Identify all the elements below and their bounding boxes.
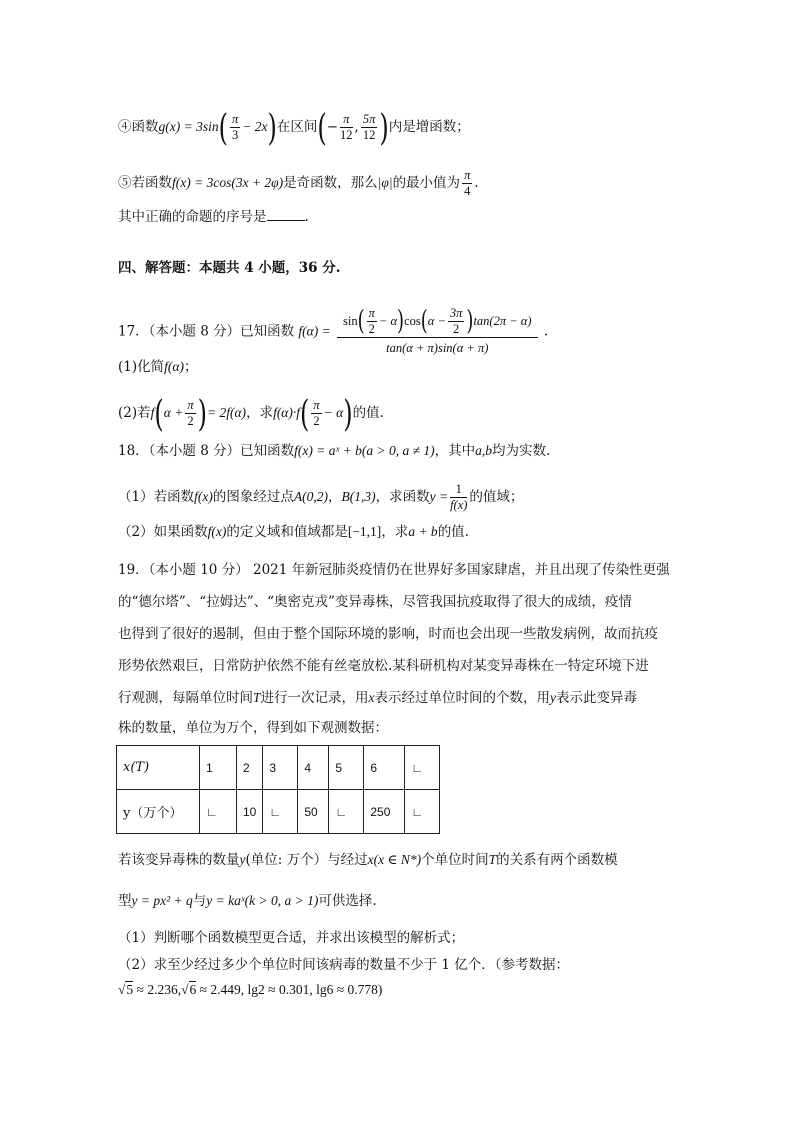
q19-part2: （2）求至少经过多少个单位时间该病毒的数量不少于 1 亿个．（参考数据：	[118, 957, 570, 973]
sep: ，	[327, 489, 342, 505]
t: 的关系有两个函数模	[496, 852, 618, 868]
p4-func: g(x) = 3sin	[158, 119, 219, 134]
p5-abs: |φ|	[377, 175, 393, 190]
q18-stem	[118, 441, 550, 461]
paren-open: (	[218, 106, 228, 149]
p5-end: .	[474, 175, 479, 191]
table-cell: 1	[200, 746, 237, 790]
table-cell: 4	[298, 746, 329, 790]
paren-open: (	[317, 106, 327, 149]
t: 型	[118, 893, 132, 909]
q17-head: 17．（本小题 8 分）已知函数	[118, 323, 295, 340]
table-cell: 3	[263, 746, 298, 790]
paren-open: (	[154, 392, 164, 435]
q19-line-4: 形势依然艰巨，日常防护依然不能有丝毫放松.某科研机构对某变异毒株在一特定环境下进	[118, 658, 649, 674]
frac	[185, 398, 195, 429]
cos: cos	[404, 314, 421, 328]
q17-main-frac	[337, 306, 537, 358]
table-cell: ∟	[263, 790, 298, 834]
p4-arg-rest: − 2x	[242, 119, 268, 134]
frac-den: 4	[464, 184, 471, 198]
q19-part1: （1）判断哪个函数模型更合适，并求出该模型的解析式；	[118, 930, 465, 946]
y: y =	[429, 489, 449, 504]
paren-open: (	[357, 305, 365, 337]
ref-val: ≈ 2.236,	[136, 982, 182, 997]
ref-val: ≈ 2.449, lg2 ≈ 0.301, lg6 ≈ 0.778	[199, 982, 378, 997]
p4-int-left	[340, 112, 353, 143]
t: 进行一次记录，用	[260, 690, 369, 706]
frac-den: 2	[313, 414, 320, 428]
p4-mid: 在区间	[276, 119, 318, 135]
table-cell: 10	[237, 790, 263, 834]
table-cell: 2	[237, 746, 263, 790]
paren-close: )	[379, 106, 389, 149]
frac	[448, 306, 465, 337]
expr: a + b	[408, 524, 438, 539]
q19-line-6: 株的数量，单位为万个，得到如下观测数据：	[118, 720, 388, 736]
q18-func: f(x) = aˣ + b(a > 0, a ≠ 1)	[294, 443, 435, 458]
ab: a,b	[475, 443, 493, 458]
frac-den: 2	[187, 414, 194, 428]
a: α +	[163, 405, 184, 420]
paren-close: )	[343, 392, 353, 435]
q19-line-1: 19．（本小题 10 分） 2021 年新冠肺炎疫情仍在世界好多国家肆虐，并且出现了传染性更强	[118, 562, 670, 578]
frac-num: π	[187, 398, 194, 412]
frac-num: π	[368, 306, 375, 320]
frac	[450, 482, 467, 513]
paren-open: (	[300, 392, 310, 435]
frac-num: 3π	[449, 306, 463, 320]
frac-den: 3	[231, 128, 239, 142]
frac-num: 5π	[362, 112, 376, 126]
q17-part1	[118, 357, 197, 377]
t: 与	[192, 893, 207, 909]
paren-open: (	[420, 305, 428, 337]
var: y	[239, 852, 246, 867]
tan: tan(2π − α)	[473, 314, 532, 328]
p4-prefix: ④函数	[118, 119, 159, 135]
sqrt-arg: 6	[189, 982, 197, 997]
frac-num: 1	[450, 482, 467, 498]
mid: 的定义域和值域都是	[226, 524, 348, 540]
q18-part2	[118, 522, 469, 542]
q19-line-2: 的“德尔塔”、“拉姆达”、“奥密克戎”变异毒株，尽管我国抗疫取得了很大的成绩，疫情	[118, 594, 632, 610]
p4-arg-frac	[230, 112, 240, 143]
p5-prefix: ⑤若函数	[118, 175, 172, 191]
var: x	[368, 690, 375, 705]
mid2: ，求函数	[375, 489, 430, 505]
t: (单位: 万个）与经过	[245, 852, 368, 868]
p4-suffix: 内是增函数；	[388, 119, 470, 135]
q19-line-3: 也得到了很好的遏制，但由于整个国际环境的影响，时而也会出现一些散发病例，故而抗疫	[118, 626, 658, 642]
var: T	[488, 852, 497, 867]
var: x	[367, 852, 374, 867]
row-header-y: y（万个）	[117, 790, 200, 834]
q19-after-table	[118, 850, 618, 870]
frac-num: π	[313, 398, 320, 412]
table-cell: 5	[329, 746, 364, 790]
q17-stem	[118, 306, 548, 358]
table-row	[117, 790, 440, 834]
model-1: y = px² + q	[131, 893, 193, 908]
p5-value-frac	[462, 168, 472, 199]
mid: 的图象经过点	[212, 489, 294, 505]
frac	[367, 306, 377, 337]
t: 个单位时间	[421, 852, 489, 868]
frac-num: π	[340, 112, 353, 128]
pre: α −	[427, 314, 446, 328]
end: 的值.	[352, 405, 384, 421]
frac-num: π	[231, 112, 239, 126]
mid: ，求	[246, 405, 274, 421]
part-label: （1）若函数	[118, 489, 195, 505]
observation-table	[116, 745, 440, 834]
model-2: y = kaˣ(k > 0, a > 1)	[206, 893, 319, 908]
expr: f(α)	[164, 359, 184, 374]
p5-mid2: 的最小值为	[392, 175, 461, 191]
f: f(x)	[207, 524, 227, 539]
answer-text: 其中正确的命题的序号是	[118, 209, 267, 225]
q18-head: 18．（本小题 8 分）已知函数	[118, 443, 295, 459]
table-cell: ∟	[329, 790, 364, 834]
t: 可供选择.	[318, 893, 377, 909]
paren-close: )	[397, 305, 405, 337]
q17-denominator: tan(α + π)sin(α + π)	[386, 341, 489, 355]
q18-part1	[118, 482, 523, 513]
paren-close: )	[466, 305, 474, 337]
answer-end: .	[304, 209, 309, 225]
end: 的值.	[437, 524, 469, 540]
table-cell: ∟	[405, 790, 440, 834]
p4-int-right	[361, 112, 378, 143]
end: ；	[183, 359, 198, 375]
p5-func: f(x) = 3cos(3x + 2φ)	[172, 175, 284, 190]
var: T	[253, 690, 261, 705]
q17-part2	[118, 392, 384, 435]
frac-den: 12	[362, 128, 376, 142]
q19-reference: √5 ≈ 2.236,√6 ≈ 2.449, lg2 ≈ 0.301, lg6 ≈ 0.778)	[118, 982, 383, 997]
interval: [−1,1]	[347, 524, 382, 539]
end: 的值域；	[469, 489, 524, 505]
t: 若该变异毒株的数量	[118, 852, 240, 868]
part-label: (1)化简	[118, 359, 165, 375]
table-cell: 6	[364, 746, 405, 790]
table-cell: ∟	[405, 746, 440, 790]
end: 均为实数.	[492, 443, 551, 459]
q17-fname: f(α) =	[298, 323, 331, 339]
proposition-4: ④函数g(x) = 3sin( $\frac{\pi}{3}$ − 2x)在区间(− $\frac{\pi}{12}$ , $\frac{5\pi}{12}$ )内是增函数；	[118, 106, 470, 149]
proposition-5	[118, 168, 479, 199]
q19-models	[118, 891, 377, 911]
frac-den: 2	[368, 322, 375, 336]
end: )	[377, 982, 383, 997]
paren-close: )	[197, 392, 207, 435]
q19-line-5	[118, 688, 637, 708]
expr: f(α)·f	[273, 405, 301, 420]
t: 表示经过单位时间的个数，用	[374, 690, 551, 706]
frac-num: π	[464, 168, 471, 182]
t: 表示此变异毒	[556, 690, 638, 706]
a2: − α	[323, 405, 344, 420]
frac-den: f(x)	[450, 498, 468, 512]
table-cell: 250	[364, 790, 405, 834]
part-label: （2）如果函数	[118, 524, 208, 540]
section-heading: 四、解答题：本题共 4 小题，36 分.	[118, 260, 341, 276]
f: f	[150, 405, 155, 420]
q17-end: .	[543, 323, 549, 340]
point-b: B(1,3)	[341, 489, 376, 504]
answer-blank[interactable]	[267, 208, 305, 221]
frac	[311, 398, 321, 429]
q17-numerator	[337, 306, 537, 338]
answer-line	[118, 207, 309, 227]
row-header-x: x(T)	[117, 746, 200, 790]
sin: sin	[343, 314, 358, 328]
rest: − α	[378, 314, 398, 328]
p5-mid: 是奇函数，那么	[283, 175, 378, 191]
f: f(x)	[194, 489, 213, 504]
point-a: A(0,2)	[293, 489, 328, 504]
paren-close: )	[267, 106, 277, 149]
mid: ，其中	[434, 443, 476, 459]
table-row	[117, 746, 440, 790]
cond: (x ∈ N*)	[373, 852, 422, 867]
var: y	[550, 690, 557, 705]
eq: = 2f(α)	[206, 405, 247, 420]
frac-den: 2	[453, 322, 460, 336]
sqrt-arg: 5	[126, 982, 134, 997]
table-cell: ∟	[200, 790, 237, 834]
frac-den: 12	[340, 128, 353, 142]
mid2: ，求	[381, 524, 409, 540]
table-cell: 50	[298, 790, 329, 834]
t: 行观测，每隔单位时间	[118, 690, 253, 706]
part-label: (2)若	[118, 405, 151, 421]
